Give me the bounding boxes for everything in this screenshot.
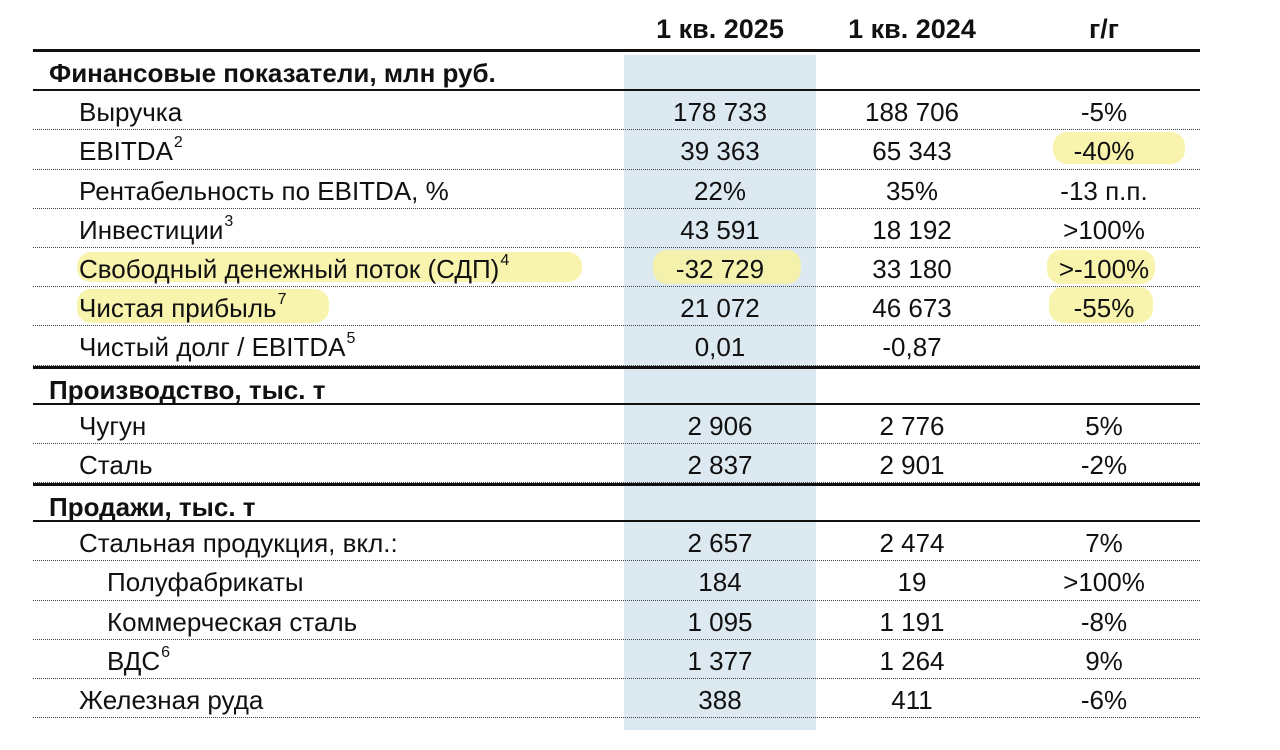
value-yoy: >100%	[1063, 214, 1145, 245]
footnote-marker: 6	[161, 643, 171, 661]
row-label: Стальная продукция, вкл.:	[79, 528, 398, 559]
value-yoy: -55%	[1073, 293, 1135, 324]
value-q1-2024: 18 192	[872, 214, 952, 245]
table-row-semi-finished	[33, 561, 1200, 600]
row-label: Выручка	[79, 97, 183, 128]
value-q1-2024: -0,87	[882, 332, 942, 363]
footnote-marker: 5	[346, 330, 356, 348]
table-row-net-income	[33, 287, 1200, 326]
table-header	[33, 0, 1200, 52]
value-yoy: >100%	[1063, 567, 1145, 598]
section-title: Финансовые показатели, млн руб.	[49, 58, 496, 88]
row-label: ВДС$^6$	[107, 643, 171, 676]
row-label: Железная руда	[79, 685, 264, 715]
section-production	[33, 366, 1200, 405]
value-q1-2025: 178 733	[673, 97, 767, 128]
section-title: Производство, тыс. т	[49, 374, 326, 405]
row-label: Рентабельность по EBITDA, %	[79, 175, 449, 206]
table-row-pig-iron	[33, 405, 1200, 444]
value-q1-2025: 2 657	[687, 528, 753, 559]
section-sales	[33, 483, 1200, 522]
value-q1-2024: 2 474	[879, 528, 945, 559]
value-q1-2024: 1 191	[879, 606, 945, 637]
value-q1-2025: 2 906	[687, 410, 753, 441]
header-yoy: г/г	[1089, 14, 1119, 44]
value-q1-2025: 21 072	[680, 293, 760, 324]
value-q1-2025: 1 377	[687, 645, 753, 676]
section-financials	[33, 52, 1200, 91]
table-row-revenue	[33, 91, 1200, 130]
value-q1-2025: 1 095	[687, 606, 753, 637]
value-yoy: -6%	[1080, 685, 1128, 715]
value-q1-2024: 33 180	[872, 253, 952, 284]
value-q1-2024: 35%	[885, 175, 939, 206]
section-title: Продажи, тыс. т	[49, 492, 256, 523]
value-q1-2025: 39 363	[680, 136, 760, 167]
row-label: Коммерческая сталь	[107, 606, 358, 637]
table-row-net-debt	[33, 326, 1200, 365]
value-yoy: 9%	[1085, 645, 1123, 676]
table-row-ebitda	[33, 130, 1200, 169]
value-q1-2025: 0,01	[694, 332, 746, 363]
row-label: Сталь	[79, 449, 153, 480]
value-q1-2024: 46 673	[872, 293, 952, 324]
value-q1-2025: 184	[698, 567, 742, 598]
footnote-marker: 2	[173, 134, 183, 152]
value-yoy: 7%	[1085, 528, 1123, 559]
value-q1-2024: 411	[891, 685, 933, 715]
value-q1-2024: 65 343	[872, 136, 952, 167]
row-label: Чугун	[79, 410, 147, 441]
value-q1-2025: 2 837	[687, 449, 753, 480]
row-label: Чистый долг / EBITDA$^5$	[79, 330, 356, 363]
table-row-iron-ore	[33, 679, 1200, 718]
row-label: EBITDA$^2$	[79, 134, 183, 167]
table-row-hva	[33, 640, 1200, 679]
row-label: Полуфабрикаты	[107, 567, 304, 598]
value-q1-2024: 2 901	[879, 449, 945, 480]
table-row-steel-products	[33, 522, 1200, 561]
footnote-marker: 4	[500, 251, 510, 269]
header-q1-2025: 1 кв. 2025	[656, 14, 784, 44]
table-row-capex	[33, 209, 1200, 248]
row-label: Чистая прибыль$^7$	[79, 291, 287, 324]
footnote-marker: 3	[224, 212, 234, 230]
value-yoy: -40%	[1073, 136, 1135, 167]
value-q1-2024: 1 264	[879, 645, 945, 676]
value-yoy: -8%	[1080, 606, 1128, 637]
value-q1-2025: 22%	[693, 175, 747, 206]
value-q1-2025: -32 729	[675, 253, 765, 284]
header-q1-2024: 1 кв. 2024	[848, 14, 976, 44]
value-q1-2025: 388	[698, 685, 742, 715]
value-q1-2024: 2 776	[879, 410, 945, 441]
table-row-commercial-steel	[33, 601, 1200, 640]
value-q1-2024: 19	[897, 567, 927, 598]
value-q1-2024: 188 706	[865, 97, 959, 128]
table-row-steel	[33, 444, 1200, 483]
row-label: Свободный денежный поток (СДП)$^4$	[79, 251, 510, 284]
value-yoy: -13 п.п.	[1060, 175, 1148, 206]
results-table	[33, 0, 1200, 718]
value-yoy: 5%	[1085, 410, 1123, 441]
value-yoy: -2%	[1080, 449, 1128, 480]
value-yoy: >-100%	[1058, 253, 1150, 284]
table-row-ebitda-margin	[33, 170, 1200, 209]
table-row-fcf	[33, 248, 1200, 287]
value-yoy: -5%	[1080, 97, 1128, 128]
footnote-marker: 7	[277, 291, 287, 309]
row-label: Инвестиции$^3$	[79, 212, 234, 245]
value-q1-2025: 43 591	[680, 214, 760, 245]
